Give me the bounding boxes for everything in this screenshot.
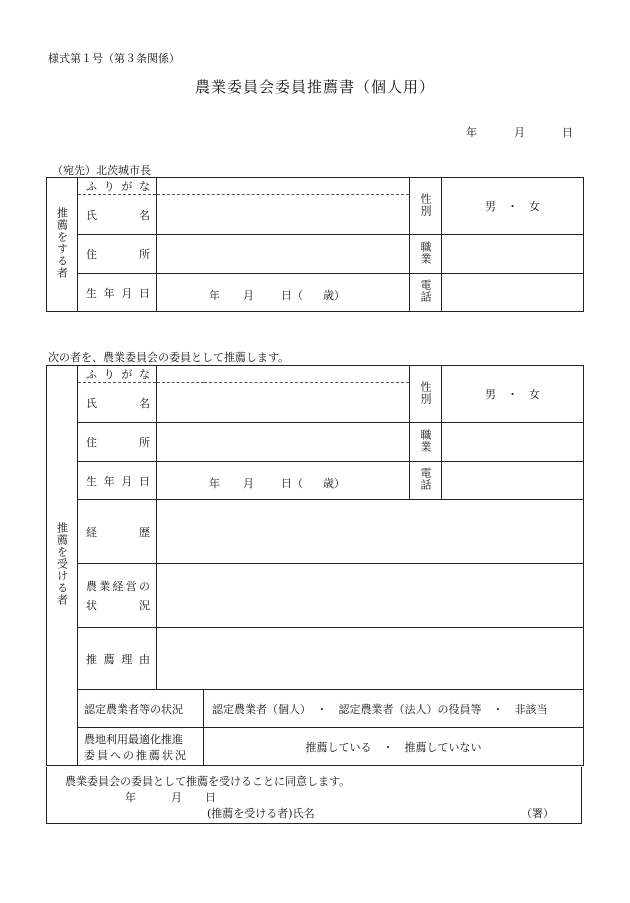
recommender-address-label: 住 所 (86, 248, 150, 261)
candidate-birth-day: 日（ (281, 477, 303, 490)
header-date-year: 年 (466, 126, 477, 139)
recommender-sex-label-cell (410, 178, 442, 235)
recommender-birth-field[interactable] (157, 274, 410, 312)
recommender-sex-value[interactable]: 男 ・ 女 (442, 178, 584, 235)
header-date-day: 日 (562, 126, 573, 139)
consent-block (46, 767, 582, 824)
candidate-reason-field[interactable] (157, 628, 584, 690)
recommender-birth-label-cell (78, 274, 157, 312)
candidate-sex-label-cell (410, 366, 442, 423)
candidate-address-label: 住 所 (86, 436, 150, 449)
recommender-name-label: 氏 名 (86, 208, 150, 222)
candidate-phone-label-cell (410, 462, 442, 500)
recommender-phone-label-cell (410, 274, 442, 312)
candidate-birth-year: 年 (209, 477, 220, 490)
candidate-name-label: 氏 名 (86, 396, 150, 410)
recommender-phone-field[interactable] (442, 274, 584, 312)
candidate-sex-value[interactable]: 男 ・ 女 (442, 366, 584, 423)
page-title: 農業委員会委員推薦書（個人用） (194, 78, 435, 96)
candidate-career-field[interactable] (157, 500, 584, 564)
recommender-table (46, 177, 584, 312)
header-date-month: 月 (514, 126, 525, 139)
candidate-optimization-label-line2: 委員への推薦状況 (84, 748, 188, 762)
recommender-furigana-field[interactable] (157, 178, 410, 195)
recommender-birth-year: 年 (209, 289, 220, 302)
recommender-birth-label: 生 年 月 日 (86, 286, 150, 300)
recommender-birth-month: 月 (243, 289, 254, 302)
recommender-sex-label: 性別 (419, 192, 432, 217)
candidate-farm-label-cell (78, 564, 157, 628)
candidate-certified-options[interactable]: 認定農業者（個人） ・ 認定農業者（法人）の役員等 ・ 非該当 (204, 690, 584, 728)
candidate-farm-label-line2: 状 況 (86, 599, 150, 612)
candidate-occupation-field[interactable] (442, 423, 584, 462)
recommender-side-label-cell (47, 178, 78, 312)
candidate-sex-label: 性別 (419, 380, 432, 405)
candidate-birth-label-cell (78, 462, 157, 500)
candidate-reason-label: 推 薦 理 由 (86, 652, 150, 666)
candidate-career-label-cell (78, 500, 157, 564)
consent-name-label: (推薦を受ける者)氏名 (207, 807, 315, 820)
candidate-birth-field[interactable] (157, 462, 410, 500)
consent-date-month: 月 (171, 791, 182, 804)
consent-statement: 農業委員会の委員として推薦を受けることに同意します。 (65, 775, 351, 788)
candidate-phone-field[interactable] (442, 462, 584, 500)
candidate-name-label-cell (78, 383, 157, 423)
candidate-side-label: 推薦を受ける者 (55, 522, 69, 606)
recommender-address-label-cell (78, 235, 157, 274)
candidate-occupation-label: 職業 (419, 428, 432, 453)
candidate-reason-label-cell (78, 628, 157, 690)
consent-date-day: 日 (205, 791, 216, 804)
candidate-occupation-label-cell (410, 423, 442, 462)
recommender-occupation-field[interactable] (442, 235, 584, 274)
recommender-birth-day: 日（ (281, 289, 303, 302)
candidate-address-field[interactable] (157, 423, 410, 462)
recommender-occupation-label-cell (410, 235, 442, 274)
consent-seal: （署） (521, 807, 554, 820)
recommender-address-field[interactable] (157, 235, 410, 274)
consent-date-year: 年 (125, 791, 136, 804)
candidate-address-label-cell (78, 423, 157, 462)
recommender-furigana-label-cell (78, 178, 157, 195)
candidate-furigana-label-cell (78, 366, 157, 383)
recommender-name-field[interactable] (157, 195, 410, 235)
candidate-furigana-label: ふ り が な (86, 368, 150, 381)
candidate-birth-month: 月 (243, 477, 254, 490)
recommender-birth-age: 歳） (323, 289, 345, 302)
candidate-certified-label: 認定農業者等の状況 (78, 690, 204, 728)
candidate-phone-label: 電話 (419, 467, 432, 491)
form-number: 様式第１号（第３条関係） (48, 52, 180, 65)
candidate-farm-label-line1: 農 業 経 営 の (86, 580, 150, 593)
recommender-furigana-label: ふ り が な (86, 180, 150, 193)
recommender-phone-label: 電話 (419, 279, 432, 303)
intro-text: 次の者を、農業委員会の委員として推薦します。 (48, 351, 290, 364)
candidate-optimization-label-line1: 農地利用最適化推進 (84, 732, 183, 746)
candidate-birth-age: 歳） (323, 477, 345, 490)
candidate-name-field[interactable] (157, 383, 410, 423)
candidate-side-label-cell (47, 366, 78, 766)
candidate-career-label: 経 歴 (86, 525, 150, 539)
candidate-birth-label: 生 年 月 日 (86, 474, 150, 488)
recommender-occupation-label: 職業 (419, 240, 432, 265)
candidate-optimization-label-cell (78, 728, 204, 766)
recommender-side-label: 推薦をする者 (55, 207, 69, 279)
recommender-name-label-cell (78, 195, 157, 235)
candidate-table (46, 365, 584, 766)
addressee: （宛先）北茨城市長 (52, 164, 151, 177)
candidate-optimization-options[interactable]: 推薦している ・ 推薦していない (204, 728, 584, 766)
candidate-farm-field[interactable] (157, 564, 584, 628)
candidate-furigana-field[interactable] (157, 366, 410, 383)
